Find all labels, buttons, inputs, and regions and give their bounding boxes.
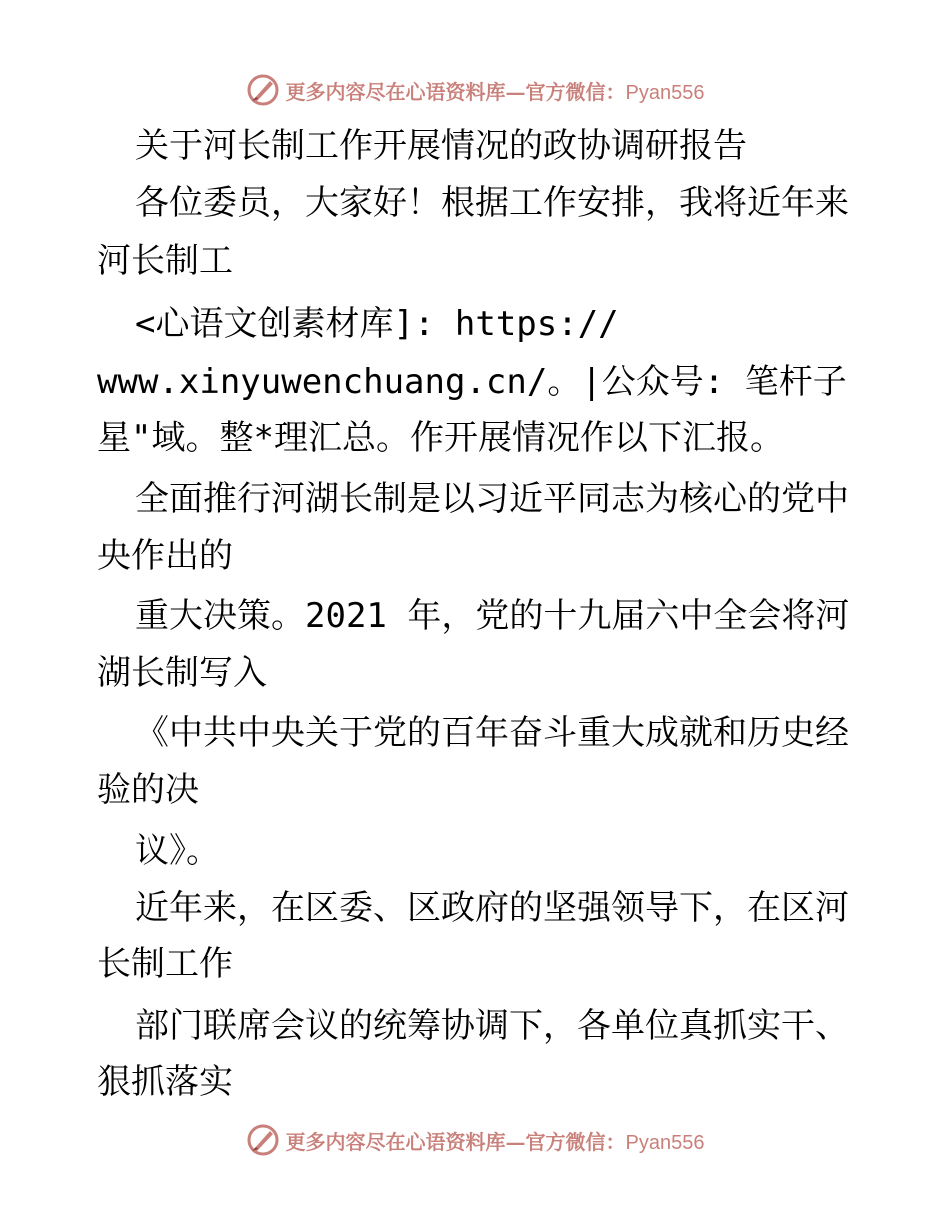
paragraph-line: 河长制工 — [97, 241, 233, 281]
paragraph-line: www.xinyuwenchuang.cn/。|公众号: 笔杆子 — [97, 362, 847, 402]
watermark-wechat-id: Pyan556 — [625, 1131, 705, 1154]
paragraph-line: 近年来，在区委、区政府的坚强领导下，在区河 — [135, 888, 849, 928]
paragraph-line: <心语文创素材库]: https:// — [135, 304, 619, 344]
quill-pen-logo-icon — [246, 73, 280, 107]
watermark-text: 更多内容尽在心语资料库—官方微信：Pyan556 — [285, 79, 705, 104]
paragraph-line: 验的决 — [97, 770, 199, 810]
paragraph-line: 议》。 — [135, 831, 220, 871]
paragraph-line: 长制工作 — [97, 944, 233, 984]
document-title: 关于河长制工作开展情况的政协调研报告 — [135, 126, 747, 166]
watermark-wechat-id: Pyan556 — [625, 81, 705, 104]
header-watermark — [0, 70, 950, 110]
paragraph-line: 各位委员，大家好！根据工作安排，我将近年来 — [135, 183, 849, 223]
footer-watermark — [0, 1120, 950, 1160]
paragraph-line: 重大决策。2021 年，党的十九届六中全会将河 — [135, 596, 850, 636]
paragraph-line: 湖长制写入 — [97, 653, 267, 693]
paragraph-line: 狠抓落实 — [97, 1062, 233, 1102]
paragraph-line: 星"域。整*理汇总。作开展情况作以下汇报。 — [97, 418, 784, 458]
paragraph-line: 部门联席会议的统筹协调下，各单位真抓实干、 — [135, 1006, 849, 1046]
paragraph-line: 全面推行河湖长制是以习近平同志为核心的党中 — [135, 479, 849, 519]
watermark-text: 更多内容尽在心语资料库—官方微信：Pyan556 — [285, 1129, 705, 1154]
paragraph-line: 《中共中央关于党的百年奋斗重大成就和历史经 — [135, 713, 849, 753]
quill-pen-logo-icon — [246, 1123, 280, 1157]
paragraph-line: 央作出的 — [97, 536, 233, 576]
